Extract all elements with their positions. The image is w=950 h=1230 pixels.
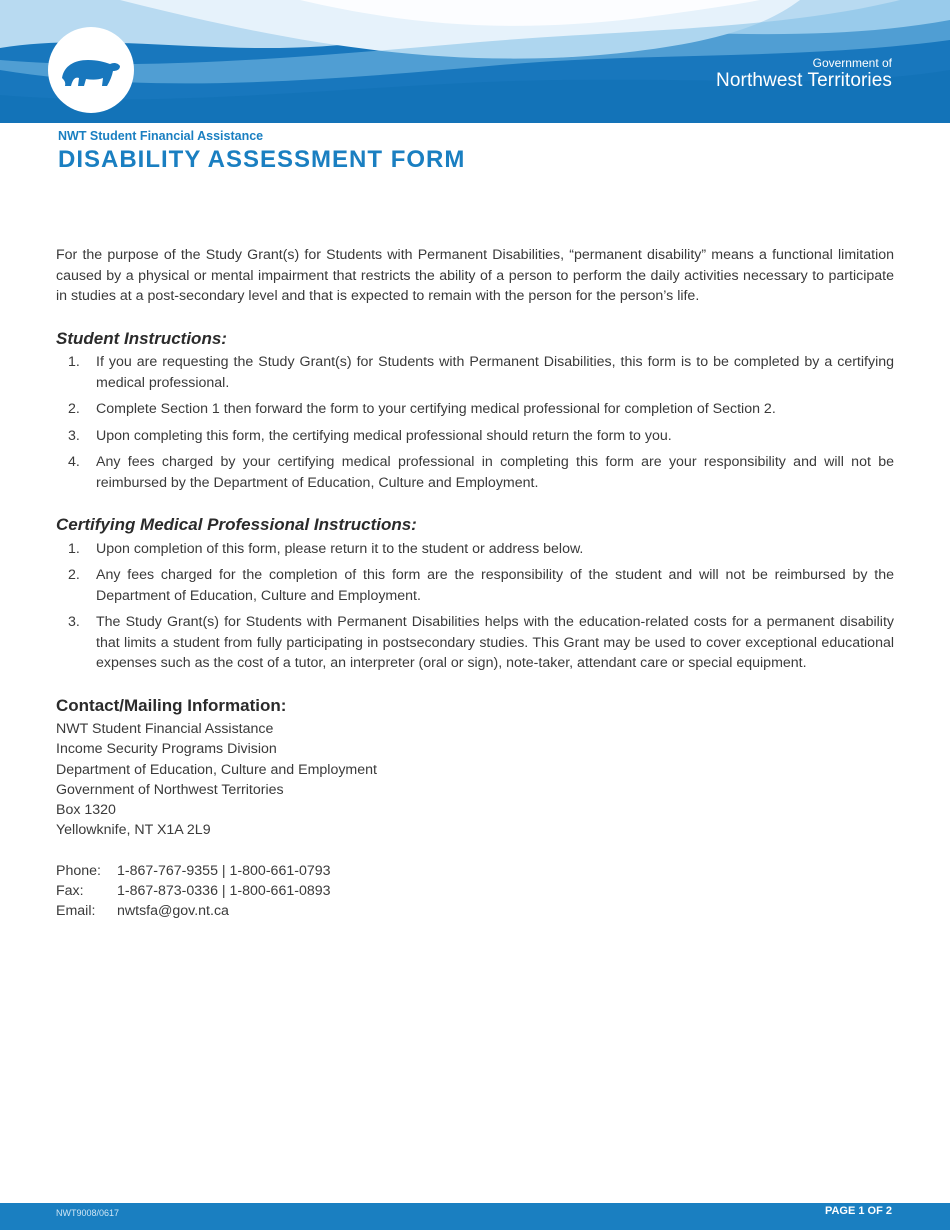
program-name: NWT Student Financial Assistance (58, 129, 264, 143)
list-item: 2. Complete Section 1 then forward the form to your certifying medical professional for completion of Section 2. (68, 401, 776, 417)
phone-value: 1-867-767-9355 | 1-800-661-0793 (117, 862, 331, 879)
list-item: 2. Any fees charged for the completion of this form are the responsibility of the student and will not be reimbursed by the Department of Education, Culture and Employment. (68, 567, 894, 604)
fax-label: Fax: (56, 883, 84, 900)
address-line: NWT Student Financial Assistance (56, 721, 274, 737)
form-title: DISABILITY ASSESSMENT FORM (58, 146, 466, 173)
email-value: nwtsfa@gov.nt.ca (117, 903, 229, 920)
address-line: Yellowknife, NT X1A 2L9 (56, 822, 211, 839)
page-number: PAGE 1 OF 2 (824, 1205, 892, 1217)
fax-value: 1-867-873-0336 | 1-800-661-0893 (117, 883, 331, 900)
phone-row (56, 861, 894, 881)
address-line: Income Security Programs Division (56, 741, 277, 758)
intro-paragraph: For the purpose of the Study Grant(s) for Students with Permanent Disabilities, “permanent disability” means a functional limitation caused by a physical or mental impairment that restricts the ability of a person to perform the daily activities necessary to participate in studies at a post-secondary level and that is expected to remain with the person for the person’s life. (56, 247, 894, 304)
list-item: 4. Any fees charged by your certifying medical professional in completing this form are your responsibility and will not be reimbursed by the Department of Education, Culture and Employment. (68, 454, 894, 491)
list-item: 1. Upon completion of this form, please return it to the student or address below. (68, 540, 584, 557)
student-instructions-heading: Student Instructions: (56, 328, 227, 348)
form-content (56, 245, 894, 922)
student-instructions-list (56, 352, 894, 493)
phone-label: Phone: (56, 862, 101, 879)
address-line: Box 1320 (56, 802, 116, 819)
medical-instructions-list (56, 539, 894, 674)
email-label: Email: (56, 903, 96, 920)
list-item: 3. Upon completing this form, the certifying medical professional should return the form to you. (68, 427, 672, 444)
government-of-label: Government of (812, 56, 892, 70)
email-row (56, 901, 894, 921)
address-line: Department of Education, Culture and Employment (56, 761, 377, 778)
polar-bear-icon (58, 48, 124, 92)
form-code: NWT9008/0617 (56, 1208, 120, 1218)
contact-heading: Contact/Mailing Information: (56, 695, 287, 715)
mailing-address (56, 719, 894, 841)
contact-numbers (56, 861, 894, 922)
footer-bar (0, 1203, 950, 1230)
list-item: 1. If you are requesting the Study Grant(s) for Students with Permanent Disabilities, this form is to be completed by a certifying medical professional. (68, 354, 894, 391)
fax-row (56, 881, 894, 901)
government-name: Northwest Territories (716, 70, 892, 91)
header-banner (0, 0, 950, 123)
medical-instructions-heading: Certifying Medical Professional Instructions: (56, 515, 417, 534)
address-line: Government of Northwest Territories (56, 781, 284, 798)
list-item: 3. The Study Grant(s) for Students with Permanent Disabilities helps with the education-related costs for a permanent disability that limits a student from fully participating in postsecondary studies. This Grant may be used to cover exceptional educational expenses such as the cost of a tutor, an interpreter (oral or sign), note-taker, attendant care or special equipment. (68, 614, 894, 671)
government-wordmark (716, 56, 892, 92)
